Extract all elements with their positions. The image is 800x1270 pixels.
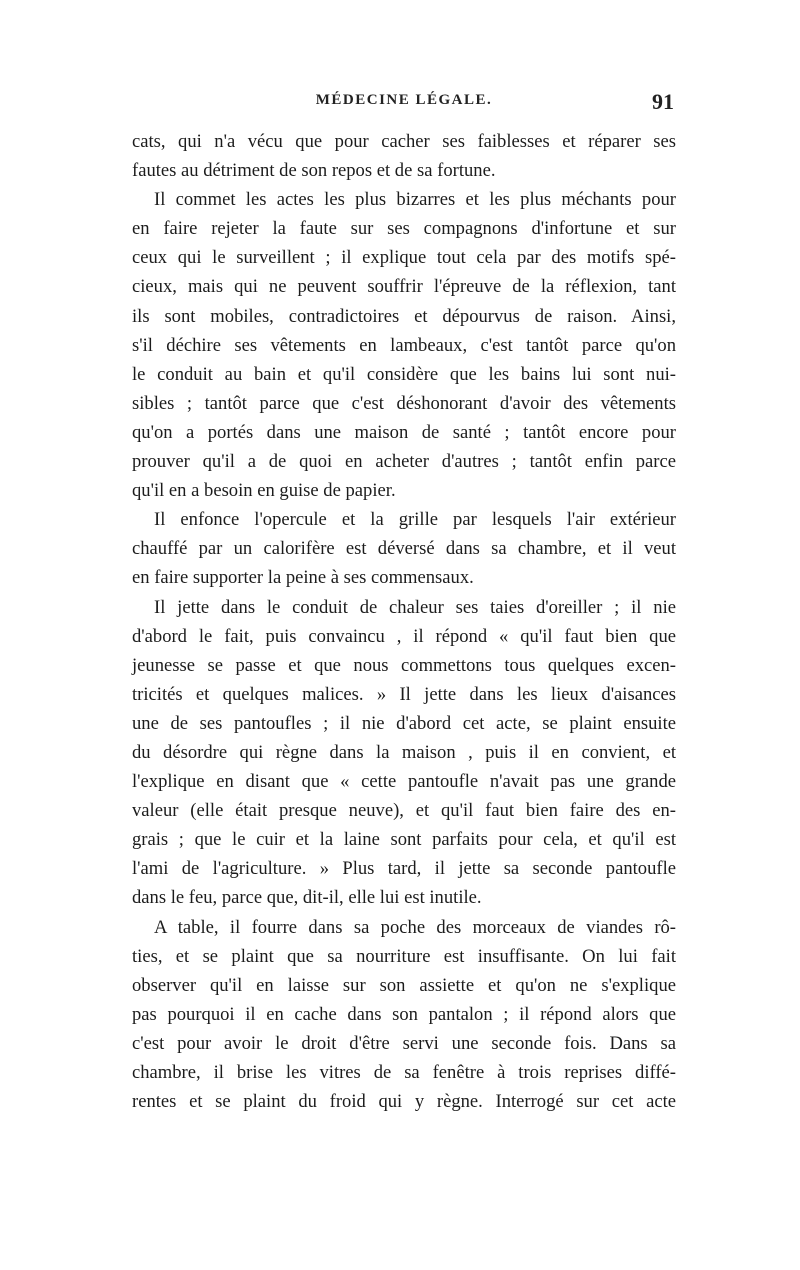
text-line: cieux, mais qui ne peuvent souffrir l'épreuve de la réflexion, tant xyxy=(132,276,676,298)
text-line: dans le feu, parce que, dit-il, elle lui est inutile. xyxy=(132,887,482,909)
paragraph-first-line: Il jette dans le conduit de chaleur ses taies d'oreiller ; il nie xyxy=(154,596,676,618)
text-line: valeur (elle était presque neuve), et qu'il faut bien faire des en- xyxy=(132,800,676,822)
text-line: s'il déchire ses vêtements en lambeaux, c'est tantôt parce qu'on xyxy=(132,334,676,356)
text-line: une de ses pantoufles ; il nie d'abord cet acte, se plaint ensuite xyxy=(132,712,676,734)
text-line: l'ami de l'agriculture. » Plus tard, il jette sa seconde pantoufle xyxy=(132,858,676,880)
page-number: 91 xyxy=(652,89,674,114)
text-line: sibles ; tantôt parce que c'est déshonorant d'avoir des vêtements xyxy=(132,392,676,414)
text-line: cats, qui n'a vécu que pour cacher ses faiblesses et réparer ses xyxy=(132,131,676,152)
running-title: MÉDECINE LÉGALE. xyxy=(315,92,493,108)
text-line: ties, et se plaint que sa nourriture est insuffisante. On lui fait xyxy=(132,945,676,967)
text-line: grais ; que le cuir et la laine sont parfaits pour cela, et qu'il est xyxy=(132,829,676,851)
text-line: qu'on a portés dans une maison de santé ; tantôt encore pour xyxy=(132,421,676,443)
text-line: jeunesse se passe et que nous commettons tous quelques excen- xyxy=(132,654,676,676)
text-line: le conduit au bain et qu'il considère que les bains lui sont nui- xyxy=(132,363,676,385)
text-line: du désordre qui règne dans la maison , puis il en convient, et xyxy=(132,741,676,763)
text-line: ils sont mobiles, contradictoires et dépourvus de raison. Ainsi, xyxy=(132,305,676,327)
text-line: fautes au détriment de son repos et de sa fortune. xyxy=(132,160,496,182)
text-line: chauffé par un calorifère est déversé dans sa chambre, et il veut xyxy=(132,538,676,560)
paragraph-first-line: Il enfonce l'opercule et la grille par lesquels l'air extérieur xyxy=(154,509,676,531)
paragraph-first-line: Il commet les actes les plus bizarres et les plus méchants pour xyxy=(154,189,676,211)
paragraph-first-line: A table, il fourre dans sa poche des morceaux de viandes rô- xyxy=(154,916,676,938)
text-line: en faire rejeter la faute sur ses compagnons d'infortune et sur xyxy=(132,218,676,240)
text-line: l'explique en disant que « cette pantoufle n'avait pas une grande xyxy=(132,771,676,793)
text-line: observer qu'il en laisse sur son assiette et qu'on ne s'explique xyxy=(132,974,676,996)
text-line: d'abord le fait, puis convaincu , il répond « qu'il faut bien que xyxy=(132,625,676,647)
text-line: tricités et quelques malices. » Il jette dans les lieux d'aisances xyxy=(132,683,676,705)
body-text xyxy=(132,127,676,1116)
text-line: pas pourquoi il en cache dans son pantalon ; il répond alors que xyxy=(132,1003,676,1025)
text-line: chambre, il brise les vitres de sa fenêtre à trois reprises diffé- xyxy=(132,1062,676,1083)
text-line: c'est pour avoir le droit d'être servi une seconde fois. Dans sa xyxy=(132,1032,676,1054)
text-line: prouver qu'il a de quoi en acheter d'autres ; tantôt enfin parce xyxy=(132,451,676,473)
text-line: rentes et se plaint du froid qui y règne. Interrogé sur cet acte xyxy=(132,1091,676,1113)
text-line: en faire supporter la peine à ses commensaux. xyxy=(132,567,474,589)
page-header xyxy=(132,89,676,122)
text-line: ceux qui le surveillent ; il explique tout cela par des motifs spé- xyxy=(132,247,676,269)
text-line: qu'il en a besoin en guise de papier. xyxy=(132,480,396,502)
